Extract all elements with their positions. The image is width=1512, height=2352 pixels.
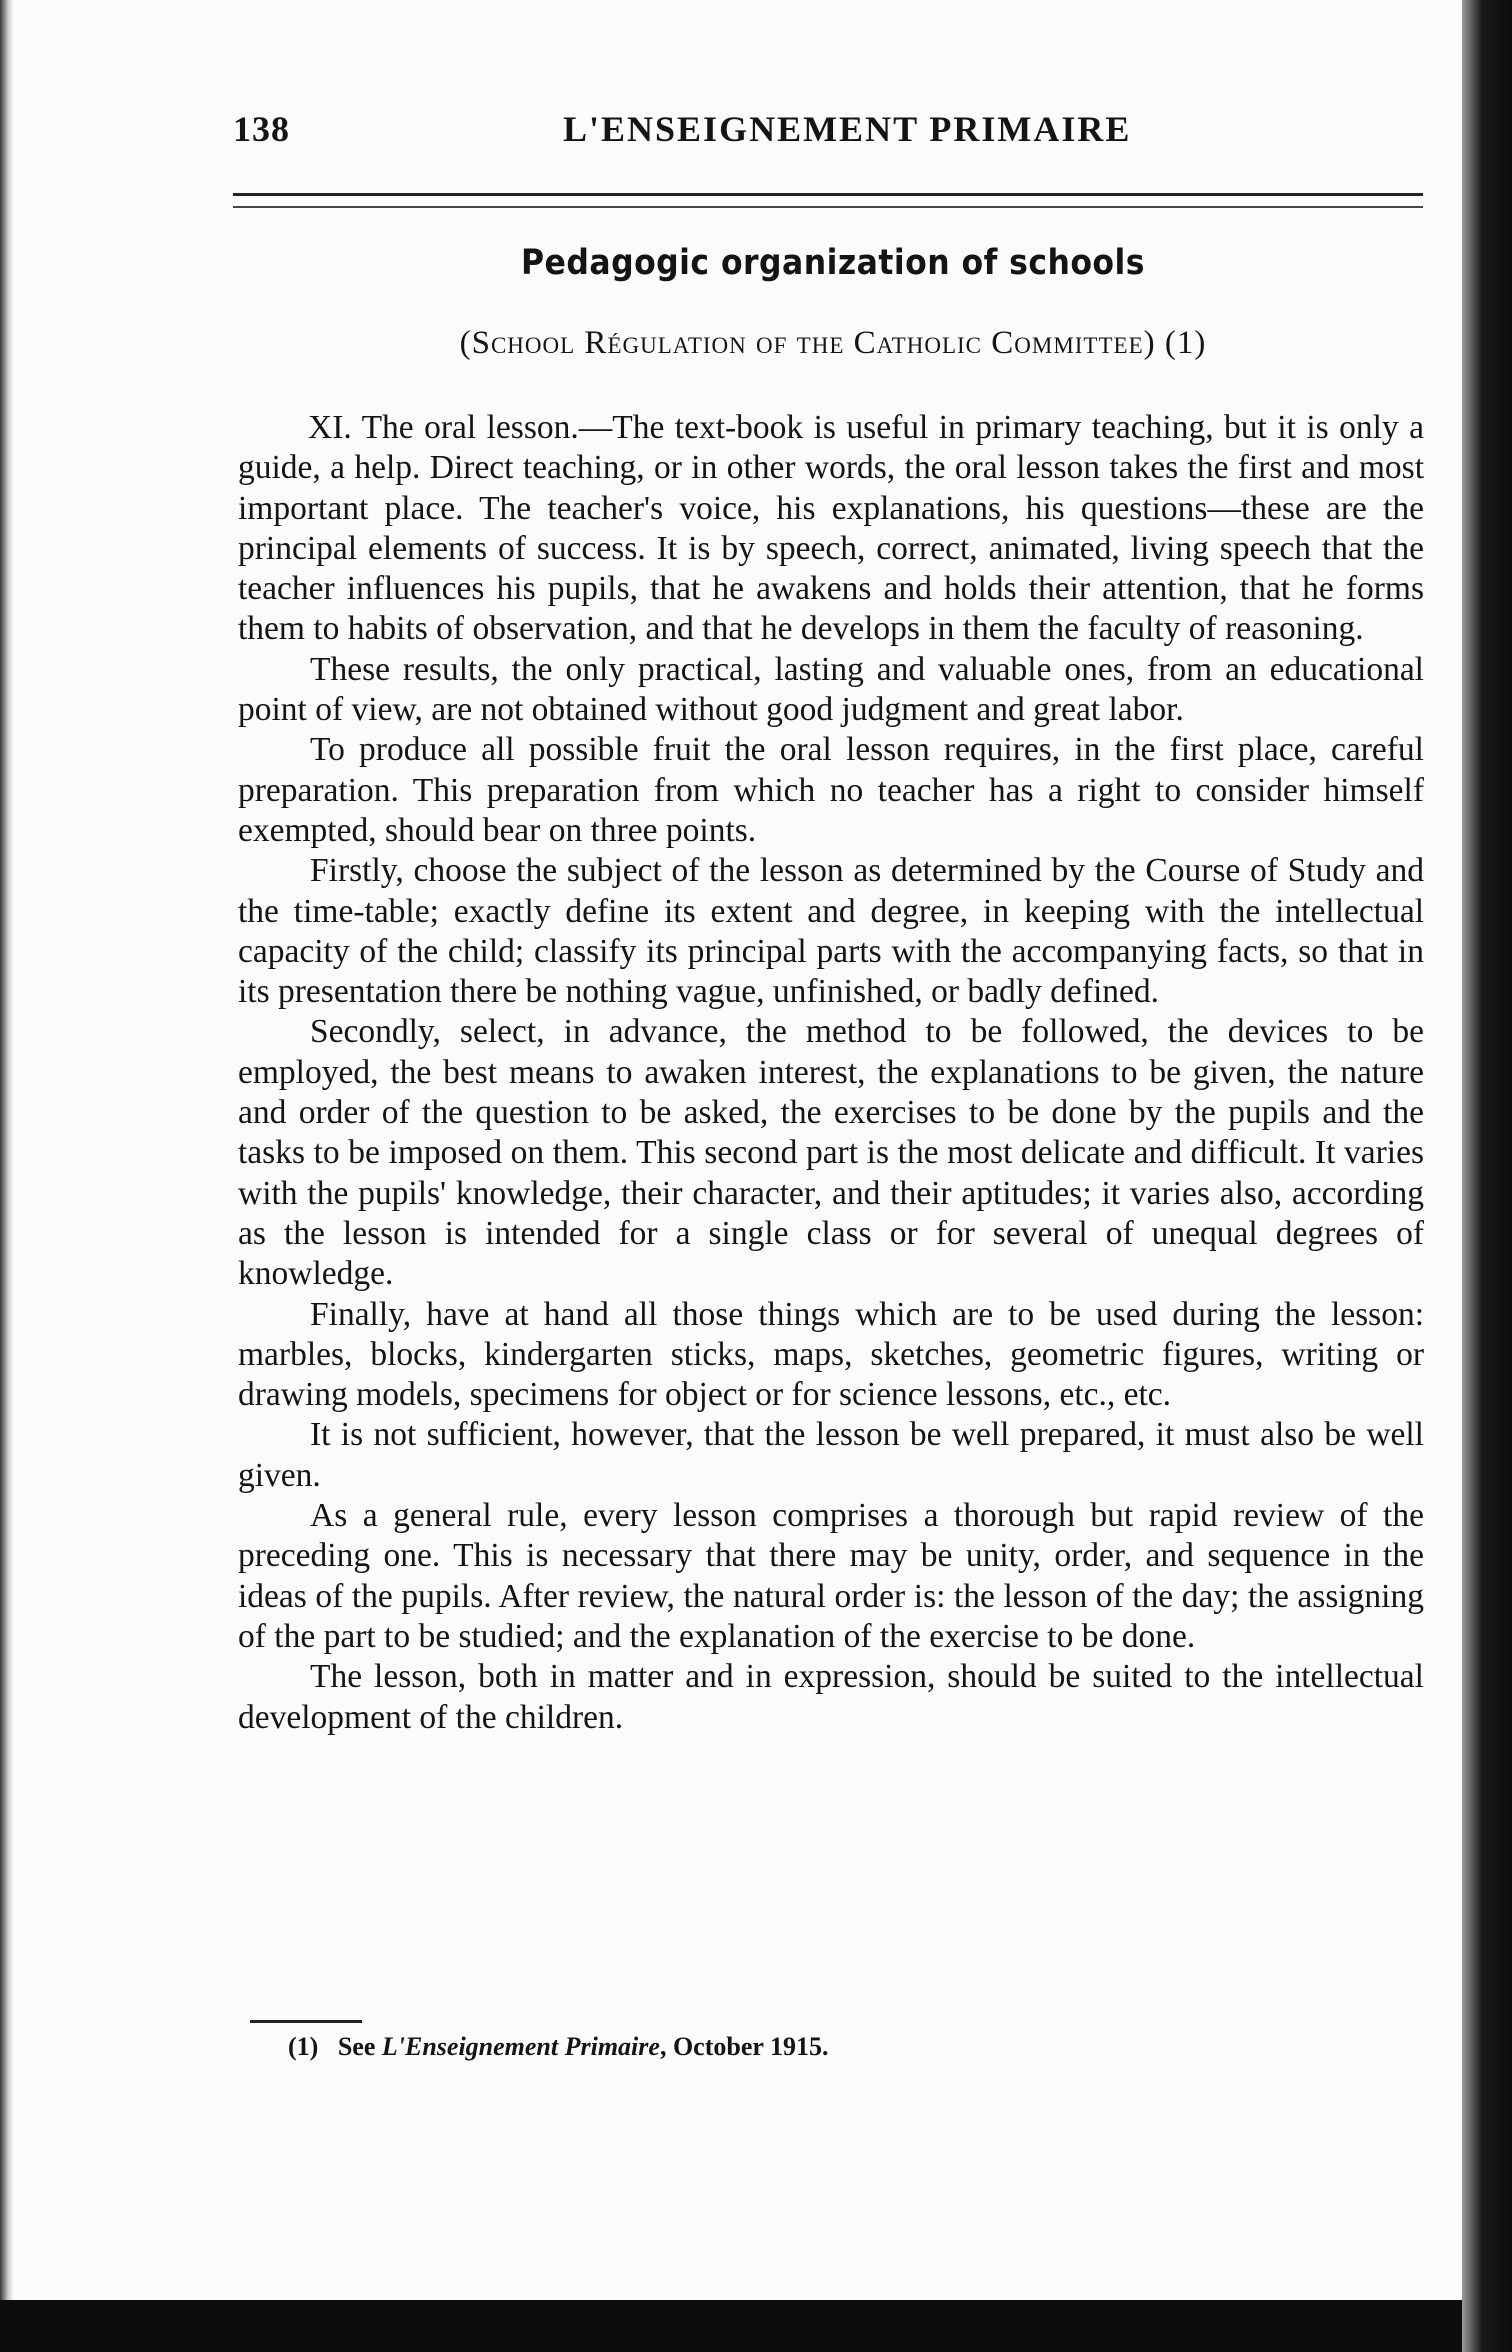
footnote-text-before: See: [337, 2032, 376, 2061]
paragraph: As a general rule, every lesson comprises a thorough but rapid review of the preceding one. This is necessary that there may be unity, order, and sequence in the ideas of the pupils. After review, the natural order is: the lesson of the day; the assigning of the part to be studied; and the explanation of the exercise to be done.: [238, 1497, 1424, 1655]
running-title: L'ENSEIGNEMENT PRIMAIRE: [563, 109, 1132, 149]
footnote-rule: [250, 2020, 362, 2023]
paragraph: Secondly, select, in advance, the method to be followed, the devices to be employed, the best means to awaken interest, the explanations to be given, the nature and order of the question to be asked, the exercises to be done by the pupils and the tasks to be imposed on them. This second part is the most delicate and difficult. It varies with the pupils' knowledge, their character, and their aptitudes; it varies also, according as the lesson is intended for a single class or for several of unequal degrees of knowledge.: [238, 1013, 1424, 1293]
article-subtitle: (School Régulation of the Catholic Committee) (1): [459, 325, 1207, 361]
running-header: [233, 108, 1423, 158]
article-title: Pedagogic organization of schools: [521, 243, 1145, 283]
footnote-marker: (1): [288, 2032, 319, 2061]
footnote-publication: L'Enseignement Primaire: [381, 2032, 660, 2061]
header-rule: [233, 193, 1423, 208]
page-number: 138: [233, 109, 290, 149]
paragraph: The lesson, both in matter and in expression, should be suited to the intellectual development of the children.: [238, 1658, 1424, 1736]
paragraph: Finally, have at hand all those things which are to be used during the lesson: marbles, blocks, kindergarten sticks, maps, sketches, geometric figures, writing or drawing models, specimens for object or for science lessons, etc., etc.: [238, 1295, 1424, 1414]
paragraph: XI. The oral lesson.—The text-book is useful in primary teaching, but it is only a guide, a help. Direct teaching, or in other words, the oral lesson takes the first and most important place. The teacher's voice, his explanations, his questions—these are the principal elements of success. It is by speech, correct, animated, living speech that the teacher influences his pupils, that he awakens and holds their attention, that he forms them to habits of observation, and that he develops in them the faculty of reasoning.: [238, 409, 1424, 648]
paragraph: It is not sufficient, however, that the lesson be well prepared, it must also be well given.: [238, 1416, 1424, 1494]
page-gutter-shadow: [0, 0, 14, 2300]
footnote-text-after: , October 1915.: [659, 2032, 829, 2061]
paragraph: Firstly, choose the subject of the lesson as determined by the Course of Study and the time-table; exactly define its extent and degree, in keeping with the intellectual capacity of the child; classify its principal parts with the accompanying facts, so that in its presentation there be nothing vague, unfinished, or badly defined.: [238, 852, 1424, 1011]
article-body: [238, 408, 1424, 1738]
paragraph: These results, the only practical, lasting and valuable ones, from an educational point of view, are not obtained without good judgment and great labor.: [238, 650, 1424, 729]
page-right-edge: [1462, 0, 1512, 2352]
paragraph: To produce all possible fruit the oral lesson requires, in the first place, careful preparation. This preparation from which no teacher has a right to consider himself exempted, should bear on three points.: [238, 731, 1424, 849]
footnote: [288, 2032, 828, 2062]
